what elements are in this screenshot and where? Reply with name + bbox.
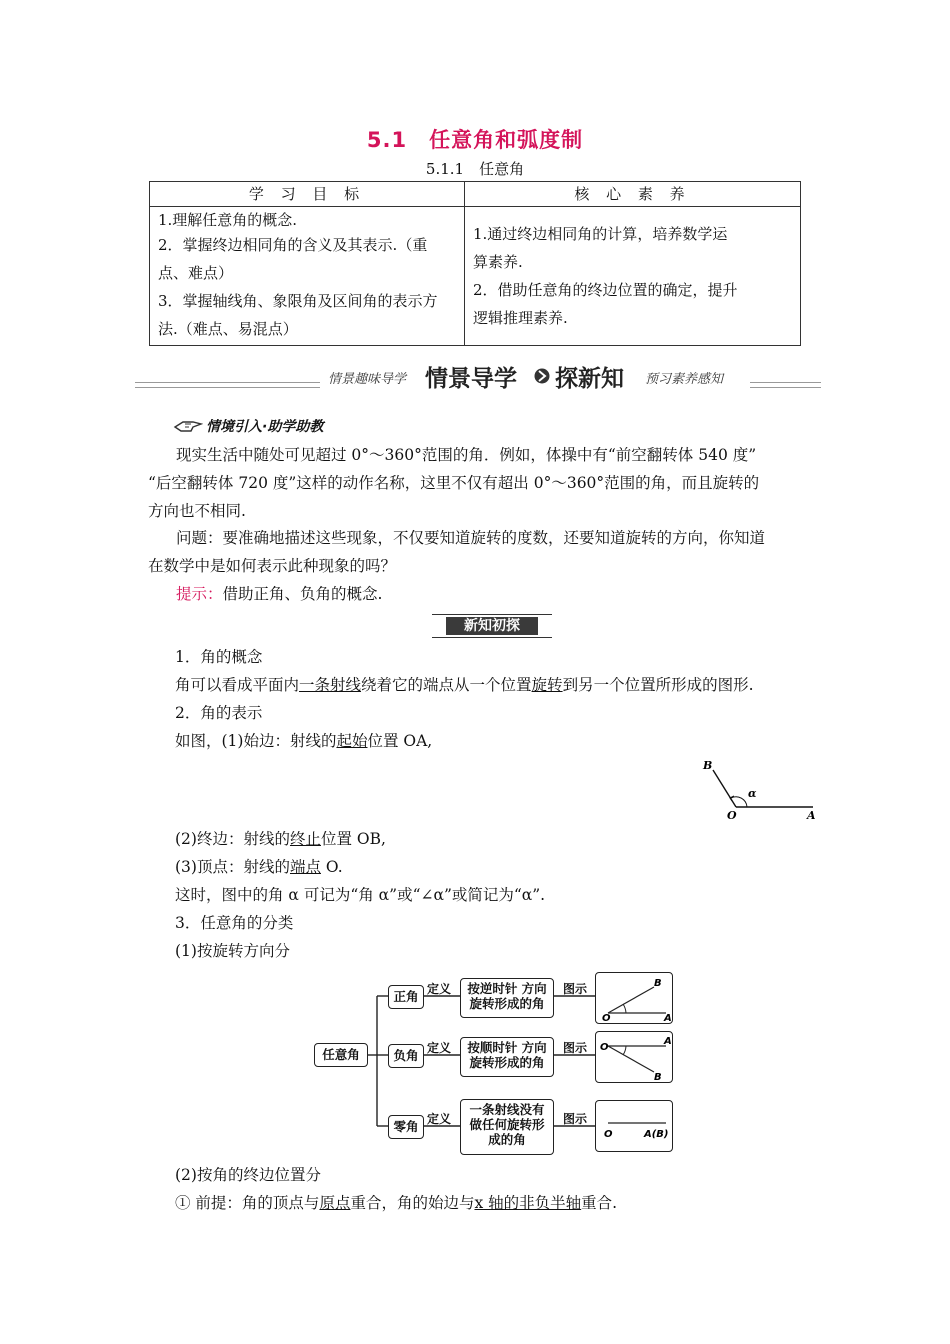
underlined-term: x 轴的非负半轴 <box>474 1194 582 1212</box>
hint-label: 提示： <box>176 585 223 603</box>
new-knowledge-badge <box>432 614 552 638</box>
goal-line: 1.通过终边相同角的计算，培养数学运 <box>473 225 728 243</box>
banner-main-text: 情景导学 <box>425 366 517 392</box>
positive-angle-figure <box>596 973 672 1023</box>
node-zero-angle: 零角 <box>388 1115 424 1139</box>
intro-line: 现实生活中随处可见超过 0°～360°范围的角．例如，体操中有“前空翻转体 540 度” <box>176 446 757 464</box>
goal-line: 算素养. <box>473 253 523 271</box>
definition-line: 按顺时针 方向 <box>467 1040 547 1055</box>
intro-line: “后空翻转体 720 度”这样的动作名称，这里不仅有超出 0°～360°范围的角，而且旋转的 <box>148 474 760 492</box>
point-a-label: A <box>807 809 816 822</box>
text-span: (2)终边：射线的 <box>175 830 290 848</box>
goal-line: 2．借助任意角的终边位置的确定，提升 <box>473 281 738 299</box>
zero-angle-figure <box>596 1101 672 1151</box>
section-heading: 情境引入·助学助教 <box>206 419 324 435</box>
heading-angle-concept: 1．角的概念 <box>175 648 263 666</box>
goal-line: 逻辑推理素养. <box>473 309 568 327</box>
text-span: 角可以看成平面内 <box>175 676 300 694</box>
text-span: 重合，角的始边与 <box>350 1194 475 1212</box>
angle-definition <box>175 673 754 695</box>
underlined-term: 端点 <box>289 858 321 876</box>
notation-line: 这时，图中的角 α 可记为“角 α”或“∠α”或简记为“α”. <box>175 886 546 904</box>
goal-line: 点、难点） <box>158 264 234 282</box>
intro-paragraph-1 <box>148 441 818 469</box>
show-label: 图示 <box>563 1112 588 1126</box>
banner-arrow-icon <box>533 367 553 385</box>
pointing-hand-icon <box>173 418 203 434</box>
subheading-rotation: (1)按旋转方向分 <box>175 942 290 960</box>
hint-line <box>148 580 818 608</box>
intro-line: 方向也不相同. <box>148 502 246 520</box>
goals-left-cell <box>150 207 465 346</box>
initial-label: A <box>664 1013 672 1023</box>
text-span: ① 前提：角的顶点与 <box>175 1194 320 1212</box>
vertex-label: O <box>600 1042 609 1053</box>
negative-angle-figure <box>596 1032 672 1082</box>
point-o-label: O <box>727 809 737 822</box>
figure-box-negative <box>595 1031 673 1083</box>
definition-line: 做任何旋转形 <box>469 1117 545 1132</box>
classification-diagram <box>310 968 690 1158</box>
banner-main-text-2: 探新知 <box>555 366 624 392</box>
underlined-term: 终止 <box>289 830 321 848</box>
text-span: 位置 OB, <box>320 830 386 848</box>
figure-box-positive <box>595 972 673 1024</box>
show-label: 图示 <box>563 1041 588 1055</box>
definition-line: 按逆时针 方向 <box>467 981 547 996</box>
text-span: 如图，(1)始边：射线的 <box>175 732 337 750</box>
intro-line: 问题：要准确地描述这些现象，不仅要知道旋转的度数，还要知道旋转的方向，你知道 <box>176 529 766 547</box>
ray-label: A(B) <box>644 1129 669 1140</box>
hint-text: 借助正角、负角的概念. <box>222 585 383 603</box>
definition-box-negative <box>460 1037 554 1077</box>
vertex-label: O <box>604 1129 613 1140</box>
text-span: O. <box>320 858 343 876</box>
terminal-label: B <box>654 978 662 989</box>
banner-right-text: 预习素养感知 <box>645 372 724 387</box>
goals-header-right: 核 心 素 养 <box>465 182 801 207</box>
definition-line: 成的角 <box>488 1132 526 1147</box>
page-title: 5.1 任意角和弧度制 <box>366 128 584 152</box>
text-span: 绕着它的端点从一个位置 <box>361 676 532 694</box>
text-span: 到另一个位置所形成的图形. <box>562 676 754 694</box>
define-label: 定义 <box>427 1041 452 1055</box>
new-knowledge-label: 新知初探 <box>446 617 538 635</box>
node-negative-angle: 负角 <box>388 1044 424 1068</box>
root-node-any-angle: 任意角 <box>314 1043 368 1067</box>
heading-classification: 3．任意角的分类 <box>175 914 294 932</box>
point-b-label: B <box>703 759 713 772</box>
definition-line: 旋转形成的角 <box>469 996 545 1011</box>
figure-box-zero <box>595 1100 673 1152</box>
text-span: (3)顶点：射线的 <box>175 858 290 876</box>
heading-angle-notation: 2．角的表示 <box>175 704 263 722</box>
define-label: 定义 <box>427 982 452 996</box>
terminal-label: B <box>654 1072 662 1082</box>
initial-side-line <box>175 729 432 751</box>
show-label: 图示 <box>563 982 588 996</box>
angle-figure <box>695 755 825 825</box>
underlined-term: 原点 <box>319 1194 351 1212</box>
define-label: 定义 <box>427 1112 452 1126</box>
underlined-term: 一条射线 <box>299 676 362 694</box>
definition-box-positive <box>460 978 554 1018</box>
underlined-term: 旋转 <box>531 676 563 694</box>
underlined-term: 起始 <box>336 732 368 750</box>
vertex-line <box>175 855 343 877</box>
premise-line <box>175 1191 617 1213</box>
goal-line: 法.（难点、易混点） <box>158 320 298 338</box>
subheading-terminal-position: (2)按角的终边位置分 <box>175 1166 321 1184</box>
text-span: 重合. <box>581 1194 618 1212</box>
node-positive-angle: 正角 <box>388 985 424 1009</box>
initial-label: A <box>664 1036 672 1047</box>
goals-table <box>149 181 801 346</box>
alpha-label: α <box>748 787 757 800</box>
goal-line: 3．掌握轴线角、象限角及区间角的表示方 <box>158 292 438 310</box>
definition-box-zero <box>460 1099 554 1155</box>
goals-header-left: 学 习 目 标 <box>150 182 465 207</box>
text-span: 位置 OA, <box>367 732 433 750</box>
goal-line: 1.理解任意角的概念. <box>158 211 298 229</box>
intro-line: 在数学中是如何表示此种现象的吗？ <box>148 557 397 575</box>
page-subtitle: 5.1.1 任意角 <box>425 160 525 178</box>
goals-right-cell <box>465 207 801 346</box>
definition-line: 旋转形成的角 <box>469 1055 545 1070</box>
banner-left-text: 情景趣味导学 <box>328 372 407 387</box>
definition-line: 一条射线没有 <box>469 1102 545 1117</box>
goal-line: 2．掌握终边相同角的含义及其表示.（重 <box>158 236 428 254</box>
terminal-side-line <box>175 827 386 849</box>
vertex-label: O <box>602 1013 611 1023</box>
